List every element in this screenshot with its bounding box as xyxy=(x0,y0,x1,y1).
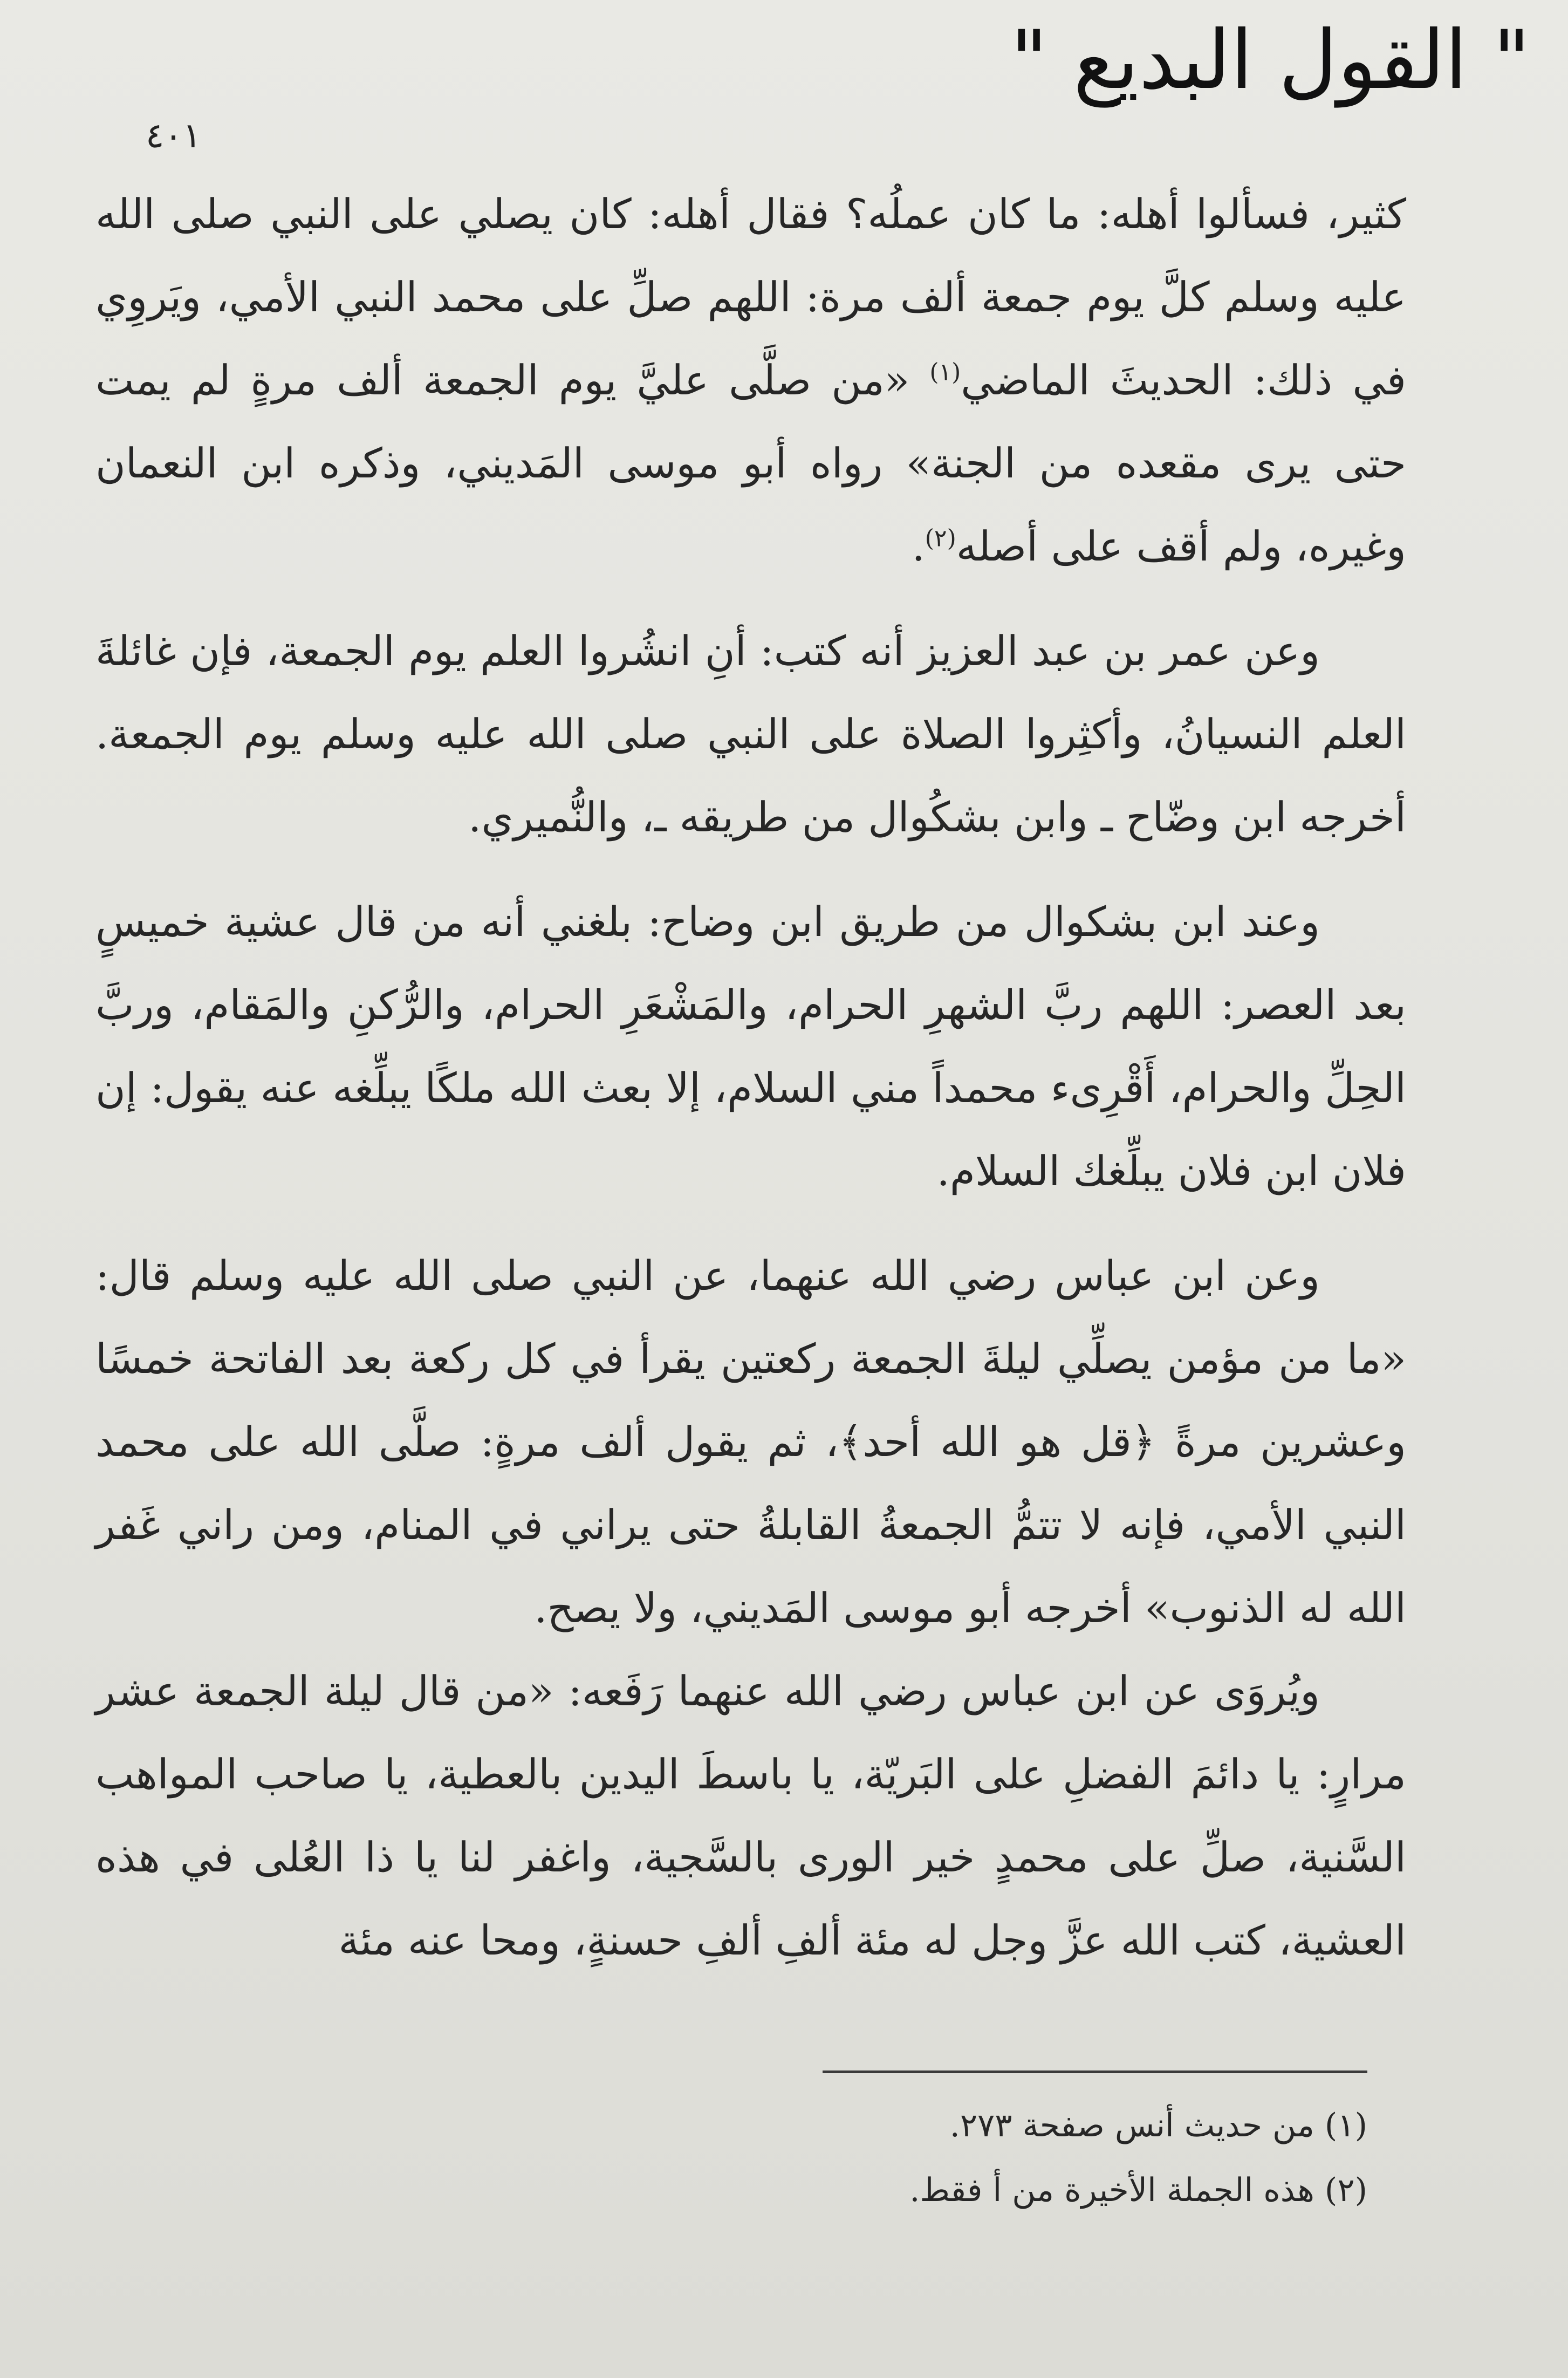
header-title: " القول البديع " xyxy=(1010,13,1530,107)
footnote-1: (١) من حديث أنس صفحة ٢٧٣. xyxy=(949,2107,1367,2144)
paragraph-2: وعن عمر بن عبد العزيز أنه كتب: أنِ انشُروا العلم يوم الجمعة، فإن غائلةَ العلم النسيانُ، وأكثِروا الصلاة على النبي صلى الله عليه وسلم يوم الجمعة. أخرجه ابن وضّاح ـ وابن بشكُوال من طريقه ـ، والنُّميري. xyxy=(95,627,1406,841)
footnote-ref-1: (١) xyxy=(929,358,961,386)
footnote-2: (٢) هذه الجملة الأخيرة من أ فقط. xyxy=(909,2171,1367,2209)
paragraph-4: وعن ابن عباس رضي الله عنهما، عن النبي صلى الله عليه وسلم قال: «ما من مؤمن يصلِّي ليلةَ الجمعة ركعتين يقرأ في كل ركعة بعد الفاتحة خمسًا وعشرين مرةً ﴿قل هو الله أحد﴾، ثم يقول ألف مرةٍ: صلَّى الله على محمد النبي الأمي، فإنه لا تتمُّ الجمعةُ القابلةُ حتى يراني في المنام، ومن راني غَفر الله له الذنوب» أخرجه أبو موسى المَديني، ولا يصح. xyxy=(95,1252,1406,1632)
footnote-divider xyxy=(823,2070,1367,2073)
paragraph-3: وعند ابن بشكوال من طريق ابن وضاح: بلغني أنه من قال عشية خميسٍ بعد العصر: اللهم ربَّ الشهرِ الحرام، والمَشْعَرِ الحرام، والرُّكنِ والمَقام، وربَّ الحِلِّ والحرام، أَقْرِىء محمداً مني السلام، إلا بعث الله ملكًا يبلِّغه عنه يقول: إن فلان ابن فلان يبلِّغك السلام. xyxy=(95,898,1406,1195)
footnotes xyxy=(774,2093,1367,2223)
paragraph-1 xyxy=(95,173,1406,588)
paragraph-1-text-a: كثير، فسألوا أهله: ما كان عملُه؟ فقال أهله: كان يصلي على النبي صلى الله عليه وسلم كلَّ يوم جمعة ألف مرة: اللهم صلِّ على محمد النبي الأمي، ويَروِي في ذلك: الحديثَ الماضي xyxy=(95,190,1406,404)
paragraph-1-text-b: «من صلَّى عليَّ يوم الجمعة ألف مرةٍ لم يمت حتى يرى مقعده من الجنة» رواه أبو موسى المَديني، وذكره ابن النعمان وغيره، ولم أقف على أصله xyxy=(95,356,1406,570)
footnote-ref-2: (٢) xyxy=(925,524,956,552)
paragraph-5: ويُروَى عن ابن عباس رضي الله عنهما رَفَعه: «من قال ليلة الجمعة عشر مرارٍ: يا دائمَ الفضلِ على البَريّة، يا باسطَ اليدين بالعطية، يا صاحب المواهب السَّنية، صلِّ على محمدٍ خير الورى بالسَّجية، واغفر لنا يا ذا العُلى في هذه العشية، كتب الله عزَّ وجل له مئة ألفِ ألفِ حسنةٍ، ومحا عنه مئة xyxy=(95,1667,1406,1964)
body-text xyxy=(95,173,1406,1982)
page-number: ٤٠١ xyxy=(146,116,202,156)
paragraph-1-text-c: . xyxy=(912,522,925,570)
